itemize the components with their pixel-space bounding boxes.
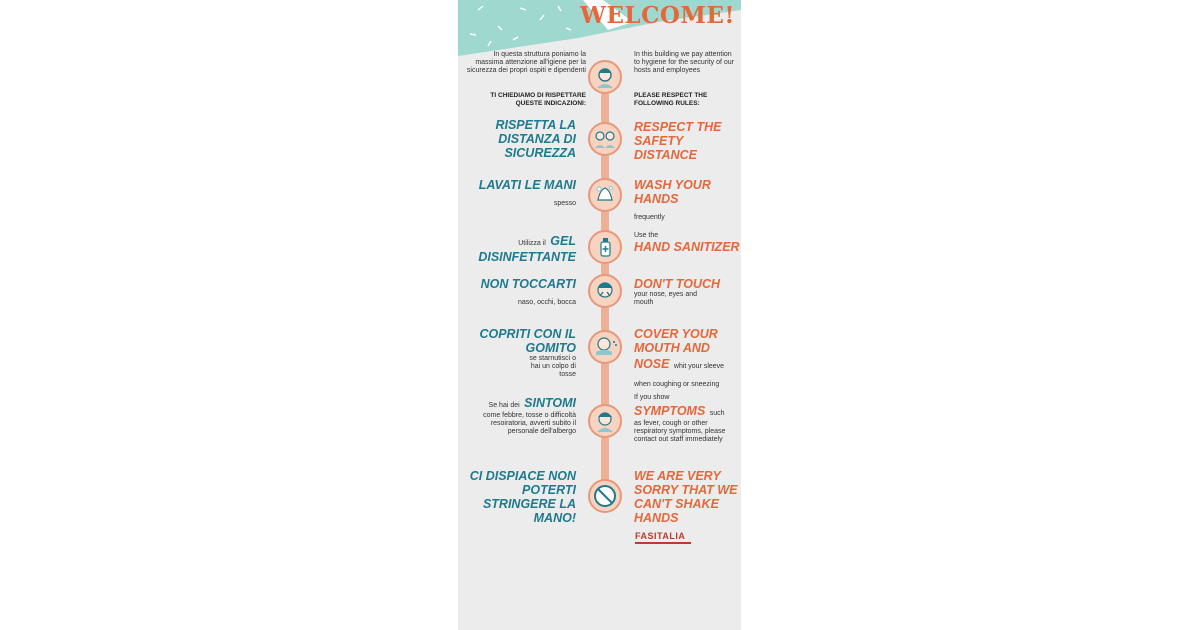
rule-gel-it [466,232,576,264]
rule-cover-it [466,327,576,379]
symptoms-icon [588,404,622,438]
rule-symptoms-en [634,394,740,444]
rule-distance-en [634,120,740,162]
rule-handshake-en [634,469,740,525]
face-touch-icon [588,274,622,308]
rule-wash-it-title: LAVATI LE MANI [478,178,576,192]
rule-handshake-it-title: CI DISPIACE NON POTERTI STRINGERE LA MANO! [469,469,576,525]
rule-cover-en-title: COVER YOUR MOUTH AND [634,327,718,355]
logo-underline [635,542,691,544]
welcome-title: WELCOME! [580,2,735,29]
sneeze-icon [588,330,622,364]
hand-wash-icon [588,178,622,212]
rule-gel-en-pre: Use the [634,232,659,239]
rule-gel-en-title: HAND SANITIZER [634,240,740,254]
rule-handshake-en-title: WE ARE VERY SORRY THAT WE CAN'T SHAKE HANDS [634,469,738,525]
face-icon [588,60,622,94]
rule-gel-it-title1: GEL [550,234,576,248]
rule-touch-en [634,277,740,307]
rule-wash-en [634,178,740,224]
rule-touch-en-title: DON'T TOUCH [634,277,721,291]
rule-symptoms-en-after: such [709,410,725,417]
intro-text-en: In this building we pay attention to hygiene for the security of our hosts and employees [634,51,734,74]
rule-touch-en-detail: your nose, eyes and mouth [634,291,698,306]
rule-handshake-it [466,469,576,525]
rule-symptoms-it-detail: come febbre, tosse o difficoltà resoiratoria, avverti subito il personale dell'albergo [483,412,576,435]
request-heading-it: TI CHIEDIAMO DI RISPETTARE QUESTE INDICAZIONI: [490,92,586,107]
welcome-poster [458,0,741,630]
rule-wash-en-detail: frequently [634,214,665,221]
rule-cover-en-detail: whit your sleeve when coughing or sneezing [634,363,725,388]
intro-text-it: In questa struttura poniamo la massima attenzione all'igiene per la sicurezza dei propri ospiti e dipendenti [466,51,586,74]
sanitizer-icon [588,230,622,264]
rule-distance-it-title: RISPETTA LA DISTANZA DI SICUREZZA [495,118,576,160]
rule-symptoms-en-pre: If you show [634,394,670,401]
rule-symptoms-it-title: SINTOMI [524,396,576,410]
rule-symptoms-it-pre: Se hai dei [488,402,520,409]
distance-icon [588,122,622,156]
rule-wash-it-detail: spesso [553,200,576,207]
rule-touch-it-detail: naso, occhi, bocca [518,299,576,306]
rule-distance-it [466,118,576,160]
fasitalia-logo: FASITALIA [635,531,686,541]
rule-symptoms-it [466,394,576,436]
rule-cover-it-title: COPRITI CON IL GOMITO [479,327,576,355]
rule-distance-en-title: RESPECT THE SAFETY DISTANCE [634,120,722,162]
rule-cover-it-detail: se starnutisci o hai un colpo di tosse [529,355,576,378]
rule-symptoms-en-title: SYMPTOMS [634,404,706,418]
rule-symptoms-en-detail: as fever, cough or other respiratory symptoms, please contact out staff immediately [634,420,726,443]
rule-gel-it-pre: Utilizza il [518,240,546,247]
rule-touch-it-title: NON TOCCARTI [480,277,576,291]
request-heading-en: PLEASE RESPECT THE FOLLOWING RULES: [634,92,708,107]
rule-gel-en [634,232,740,254]
rule-gel-it-title2: DISINFETTANTE [478,250,576,264]
rule-cover-en [634,327,740,391]
rule-touch-it [466,277,576,309]
rule-wash-en-title: WASH YOUR HANDS [634,178,711,206]
rule-cover-en-title2: NOSE [634,357,670,371]
no-handshake-icon [588,479,622,513]
rule-wash-it [466,178,576,210]
